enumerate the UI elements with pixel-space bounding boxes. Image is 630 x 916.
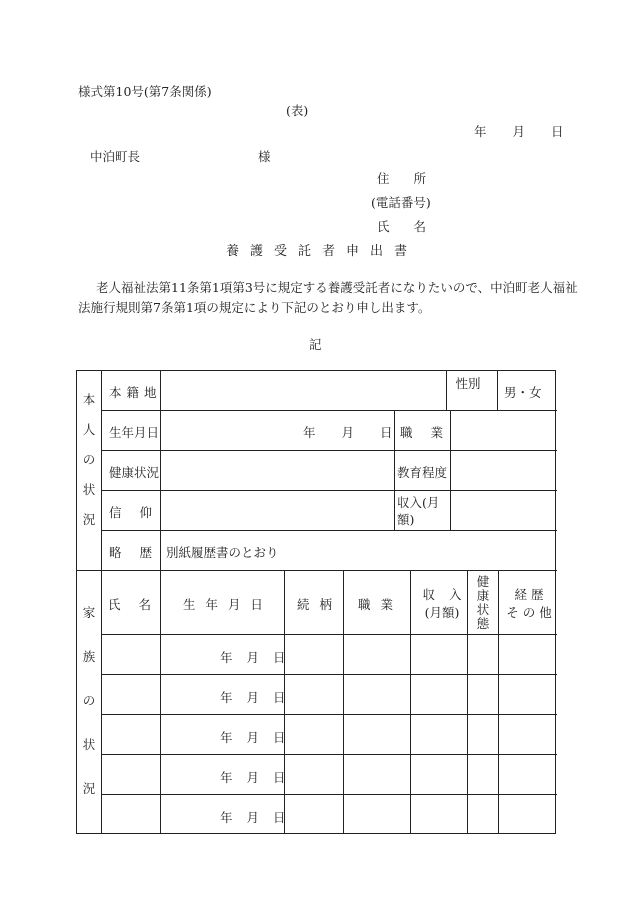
- self-status-side-label: 本 人 の 状 況: [82, 392, 96, 527]
- education-label: 教育程度: [397, 465, 448, 480]
- side-label: (表): [286, 103, 309, 118]
- application-table: [76, 370, 556, 834]
- family-relation-header: 続 柄: [297, 597, 332, 612]
- sex-value[interactable]: 男・女: [504, 385, 542, 400]
- address-label: 住 所: [377, 171, 426, 186]
- income-field[interactable]: [451, 492, 556, 530]
- family-income-header: 収 入 (月額): [422, 587, 462, 620]
- ki-mark: 記: [309, 337, 322, 352]
- health-label: 健康状況: [109, 465, 160, 480]
- honorific: 様: [258, 149, 271, 164]
- family-job-header: 職 業: [358, 597, 393, 612]
- family-birth-header: 生 年 月 日: [183, 597, 263, 612]
- occupation-field[interactable]: [451, 412, 556, 450]
- submission-date: 年 月 日: [474, 124, 564, 139]
- family-row-5-birth[interactable]: 年 月 日: [220, 810, 286, 825]
- family-history-header: 経 歴 そ の 他: [506, 587, 552, 620]
- income-label: 収入(月額): [397, 495, 440, 527]
- domicile-label: 本籍地: [109, 385, 162, 400]
- addressee: 中泊町長: [90, 149, 141, 164]
- form-number: 様式第10号(第7条関係): [78, 84, 212, 99]
- family-status-side-label: 家 族 の 状 況: [82, 605, 96, 796]
- health-field[interactable]: [161, 452, 393, 490]
- faith-field[interactable]: [161, 492, 393, 530]
- family-row-1-birth[interactable]: 年 月 日: [220, 650, 286, 665]
- occupation-label: 職 業: [400, 425, 443, 440]
- faith-label: 信 仰: [109, 505, 152, 520]
- family-row-3-birth[interactable]: 年 月 日: [220, 730, 286, 745]
- body-line-1: 老人福祉法第11条第1項第3号に規定する養護受託者になりたいので、中泊町老人福祉: [96, 280, 578, 295]
- sex-label: 性別: [455, 376, 481, 391]
- family-health-header: 健 康 状 態: [476, 574, 490, 631]
- family-name-header: 氏 名: [108, 597, 151, 612]
- education-field[interactable]: [451, 452, 556, 490]
- birth-date-field[interactable]: 年 月 日: [303, 425, 393, 440]
- history-value: 別紙履歴書のとおり: [166, 545, 279, 560]
- family-row-4-birth[interactable]: 年 月 日: [220, 770, 286, 785]
- domicile-field[interactable]: [161, 372, 445, 410]
- phone-label: (電話番号): [371, 195, 431, 210]
- body-line-2: 法施行規則第7条第1項の規定により下記のとおり申し出ます。: [78, 300, 431, 315]
- birth-label: 生年月日: [109, 425, 160, 440]
- name-label: 氏 名: [377, 219, 426, 234]
- document-title: 養護受託者申出書: [226, 244, 419, 259]
- history-label: 略 歴: [109, 545, 152, 560]
- family-row-2-birth[interactable]: 年 月 日: [220, 690, 286, 705]
